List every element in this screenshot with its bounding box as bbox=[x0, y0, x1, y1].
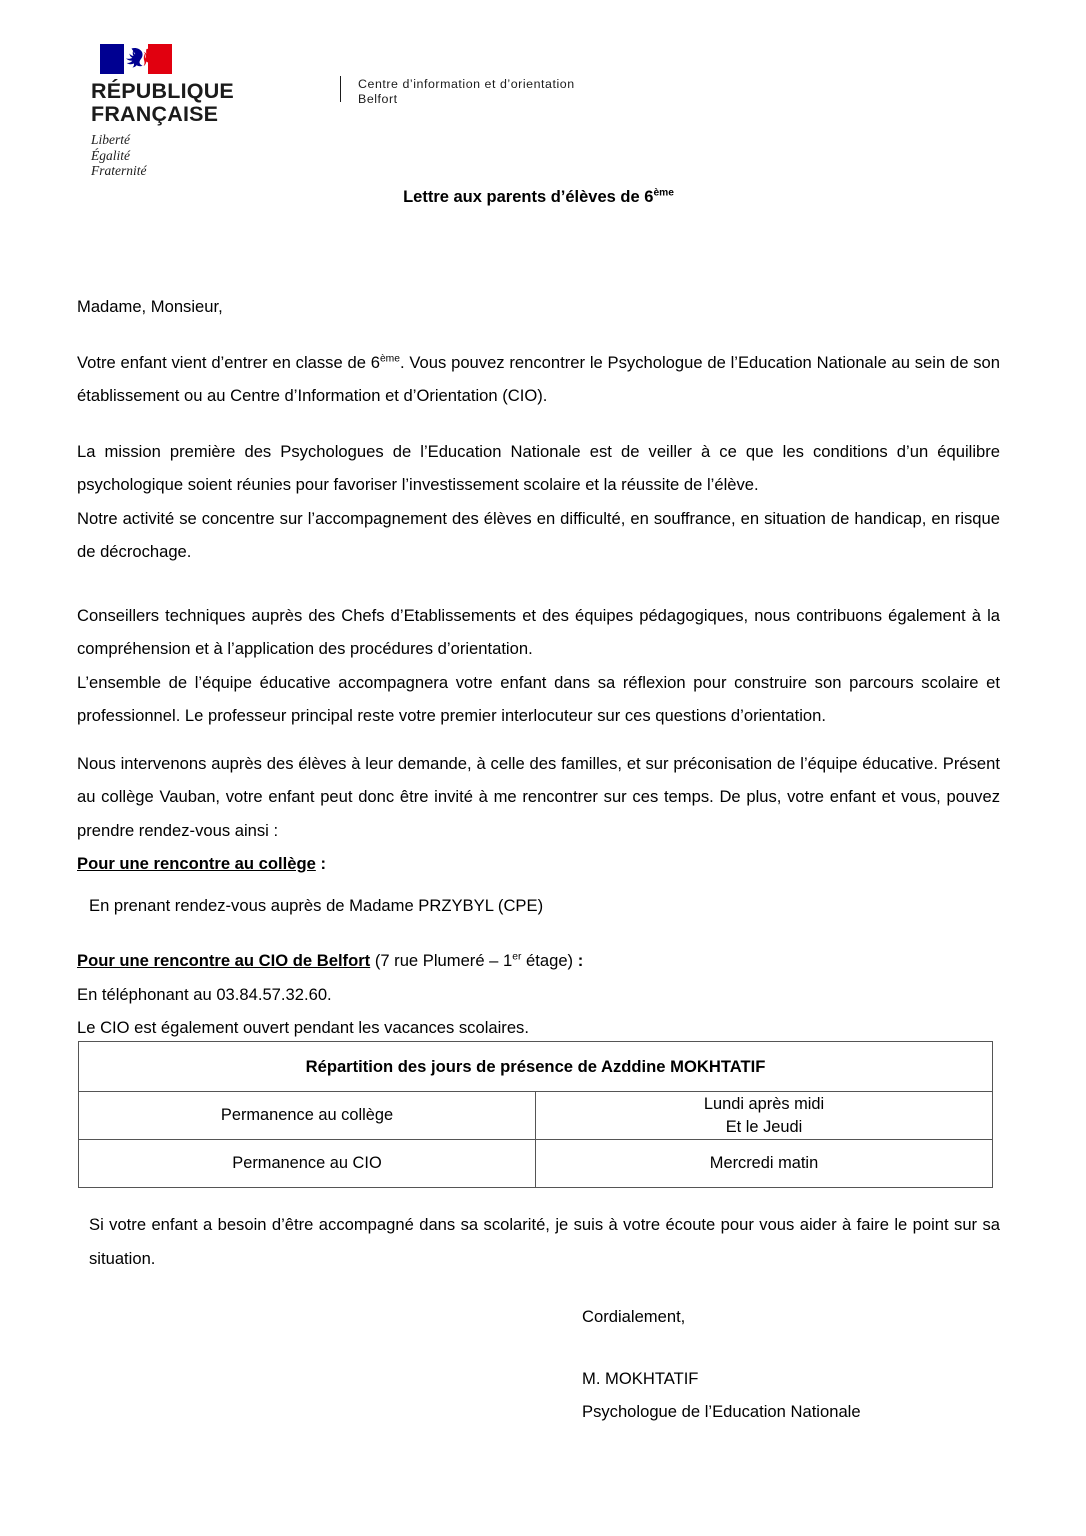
brand-name bbox=[91, 80, 331, 126]
paragraph-mission: La mission première des Psychologues de l’Education Nationale est de veiller à ce que les conditions d’un équilibre psychologique soient réunies pour favoriser l’investissement scolaire et la réussite de l’élève. bbox=[77, 441, 1000, 494]
paragraph-intro-superscript: ème bbox=[379, 352, 400, 364]
page-title bbox=[77, 186, 1000, 208]
paragraph-intro bbox=[77, 346, 1000, 413]
paragraph-activity: Notre activité se concentre sur l’accompagnement des élèves en difficulté, en souffrance, en situation de handicap, en risque de décrochage. bbox=[77, 508, 1000, 561]
spacer bbox=[77, 569, 1000, 599]
document-header bbox=[77, 44, 1007, 178]
college-contact-detail: En prenant rendez-vous auprès de Madame PRZYBYL (CPE) bbox=[89, 895, 544, 915]
header-divider bbox=[340, 76, 341, 102]
motto-fraternite: Fraternité bbox=[91, 163, 147, 178]
paragraph-intro-part1: Votre enfant vient d’entrer en classe de 6 bbox=[77, 352, 380, 372]
heading-meeting-college-text: Pour une rencontre au collège bbox=[77, 854, 316, 873]
spacer bbox=[582, 1334, 1002, 1362]
spacer bbox=[77, 922, 1000, 944]
page-title-text: Lettre aux parents d’élèves de 6 bbox=[403, 188, 654, 206]
signer-title: Psychologue de l’Education Nationale bbox=[582, 1402, 861, 1421]
cio-phone-line: En téléphonant au 03.84.57.32.60. bbox=[77, 984, 332, 1004]
cio-address-superscript: er bbox=[512, 951, 522, 963]
motto-liberte: Liberté bbox=[91, 132, 130, 147]
cio-address-part1: (7 rue Plumeré – 1 bbox=[370, 951, 513, 970]
heading-meeting-cio-text: Pour une rencontre au CIO de Belfort bbox=[77, 951, 371, 970]
brand-name-line1: RÉPUBLIQUE bbox=[91, 79, 234, 103]
spacer bbox=[77, 324, 1000, 346]
brand-name-line2: FRANÇAISE bbox=[91, 102, 219, 126]
table-row bbox=[79, 1092, 993, 1140]
spacer bbox=[77, 733, 1000, 747]
paragraph-interventions: Nous intervenons auprès des élèves à leur demande, à celle des familles, et sur préconisation de l’équipe éducative. Présent au collège Vauban, votre enfant peut donc être invité à me rencontrer sur ces temps. De plus, votre enfant et vous, pouvez prendre rendez-vous ainsi : bbox=[77, 753, 1000, 840]
valediction: Cordialement, bbox=[582, 1307, 686, 1326]
heading-meeting-college-colon: : bbox=[315, 854, 326, 873]
spacer bbox=[77, 413, 1000, 435]
republic-motto bbox=[91, 132, 331, 179]
paragraph-intro-part2: . Vous pouvez rencontrer le Psychologue de l’Education Nationale au sein de son établissement ou au Centre d’Information et d’Orientation (CIO). bbox=[77, 352, 1000, 405]
schedule-value-college-line2: Et le Jeudi bbox=[725, 1117, 803, 1136]
table-row bbox=[79, 1140, 993, 1188]
signature-block bbox=[582, 1300, 1002, 1429]
schedule-value-college-line1: Lundi après midi bbox=[703, 1094, 825, 1113]
cio-address-part2: étage) bbox=[521, 951, 574, 970]
schedule-value-college bbox=[536, 1092, 993, 1140]
closing-section bbox=[77, 1208, 1000, 1275]
republique-francaise-brand bbox=[91, 44, 331, 179]
spacer bbox=[77, 881, 1000, 889]
schedule-table bbox=[78, 1041, 993, 1188]
schedule-label-cio: Permanence au CIO bbox=[79, 1140, 536, 1188]
motto-egalite: Égalité bbox=[91, 147, 130, 163]
entity-line-city: Belfort bbox=[358, 91, 398, 106]
cio-holidays-line: Le CIO est également ouvert pendant les vacances scolaires. bbox=[77, 1018, 529, 1037]
paragraph-team: L’ensemble de l’équipe éducative accompagnera votre enfant dans sa réflexion pour construire son parcours scolaire et professionnel. Le professeur principal reste votre premier interlocuteur sur ces questions d’orientation. bbox=[77, 672, 1000, 725]
heading-meeting-cio-colon: : bbox=[573, 951, 584, 970]
schedule-value-cio: Mercredi matin bbox=[536, 1140, 993, 1188]
entity-name bbox=[358, 77, 575, 106]
schedule-table-title: Répartition des jours de présence de Azddine MOKHTATIF bbox=[79, 1042, 993, 1092]
closing-paragraph: Si votre enfant a besoin d’être accompagné dans sa scolarité, je suis à votre écoute pour vous aider à faire le point sur sa situation. bbox=[89, 1215, 1000, 1268]
table-header-row bbox=[79, 1042, 993, 1092]
heading-meeting-cio bbox=[77, 944, 1000, 978]
entity-line-centre: Centre d’information et d’orientation bbox=[358, 77, 575, 91]
signer-name: M. MOKHTATIF bbox=[582, 1368, 699, 1388]
page-title-superscript: ème bbox=[653, 187, 674, 199]
salutation: Madame, Monsieur, bbox=[77, 297, 223, 316]
letter-body bbox=[77, 290, 1000, 1045]
paragraph-advisors: Conseillers techniques auprès des Chefs d’Etablissements et des équipes pédagogiques, nous contribuons également à la compréhension et à l’application des procédures d’orientation. bbox=[77, 605, 1000, 658]
schedule-label-college: Permanence au collège bbox=[79, 1092, 536, 1140]
heading-meeting-college bbox=[77, 847, 1000, 881]
french-flag-marianne-icon bbox=[100, 44, 172, 74]
